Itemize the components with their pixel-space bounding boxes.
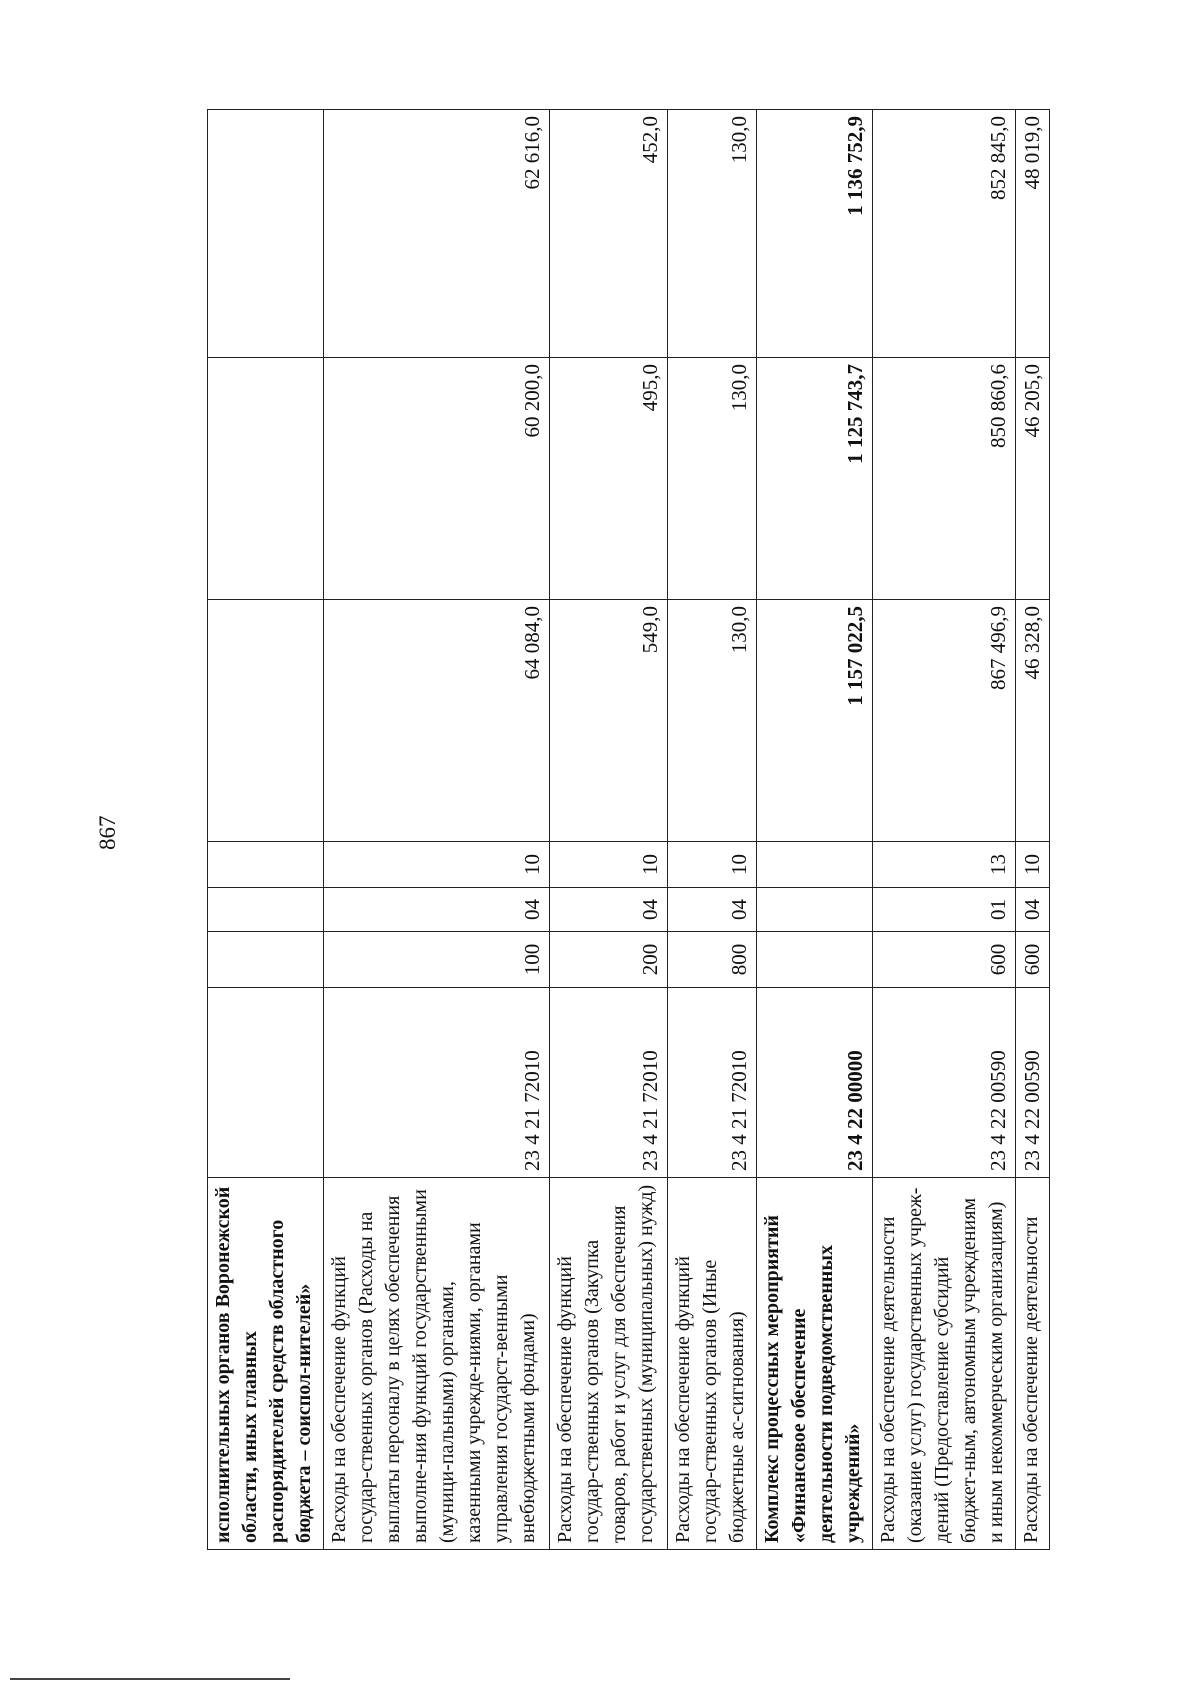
row-year2: 60 200,0 — [324, 358, 550, 600]
row-pr — [756, 842, 872, 888]
row-name: Расходы на обеспечение деятельности (оказание услуг) государственных учреж-дений (Предоставление субсидий бюджет-ным, автономным учреждениям и иным некоммерческим организациям) — [872, 1178, 1016, 1550]
row-year2: 850 860,6 — [872, 358, 1016, 600]
row-year2: 1 125 743,7 — [756, 358, 872, 600]
table-row — [756, 110, 872, 1550]
row-rz — [756, 888, 872, 932]
table-row — [872, 110, 1016, 1550]
table-row — [550, 110, 668, 1550]
budget-table — [207, 109, 1050, 1550]
row-pr: 10 — [1016, 842, 1050, 888]
row-vr: 100 — [324, 932, 550, 988]
row-rz: 04 — [1016, 888, 1050, 932]
row-name: Расходы на обеспечение деятельности — [1016, 1178, 1050, 1550]
row-year1 — [208, 600, 324, 842]
row-vr: 200 — [550, 932, 668, 988]
row-name: Расходы на обеспечение функций государ-ственных органов (Иные бюджетные ас-сигнования) — [668, 1178, 757, 1550]
row-pr: 10 — [550, 842, 668, 888]
row-code: 23 4 22 00590 — [1016, 988, 1050, 1178]
table-row — [668, 110, 757, 1550]
row-year3: 452,0 — [550, 110, 668, 358]
row-rz: 04 — [668, 888, 757, 932]
row-year1: 1 157 022,5 — [756, 600, 872, 842]
row-code — [208, 988, 324, 1178]
row-pr: 10 — [324, 842, 550, 888]
row-rz: 04 — [550, 888, 668, 932]
row-year3: 852 845,0 — [872, 110, 1016, 358]
row-rz: 01 — [872, 888, 1016, 932]
page-number — [95, 810, 135, 870]
row-pr — [208, 842, 324, 888]
row-name: Комплекс процессных мероприятий «Финансовое обеспечение деятельности подведомственных учреждений» — [756, 1178, 872, 1550]
row-rz — [208, 888, 324, 932]
row-vr: 600 — [1016, 932, 1050, 988]
row-name: исполнительных органов Воронежской области, иных главных распорядителей средств областного бюджета – соиспол-нителей» — [208, 1178, 324, 1550]
row-pr: 10 — [668, 842, 757, 888]
row-name: Расходы на обеспечение функций государ-ственных органов (Закупка товаров, работ и услуг для обеспечения государственных (муниципальных) нужд) — [550, 1178, 668, 1550]
budget-table-rotated — [207, 110, 1050, 1550]
row-year3: 48 019,0 — [1016, 110, 1050, 358]
row-code: 23 4 22 00000 — [756, 988, 872, 1178]
row-year2: 495,0 — [550, 358, 668, 600]
row-pr: 13 — [872, 842, 1016, 888]
row-name: Расходы на обеспечение функций государ-ственных органов (Расходы на выплаты персоналу в целях обеспечения выполне-ния функций государственными (муници-пальными) органами, казенными учрежде-ниями, органами управления государст-венными внебюджетными фондами) — [324, 1178, 550, 1550]
row-year2 — [208, 358, 324, 600]
row-code: 23 4 21 72010 — [668, 988, 757, 1178]
table-row — [324, 110, 550, 1550]
row-year1: 867 496,9 — [872, 600, 1016, 842]
row-year1: 130,0 — [668, 600, 757, 842]
row-year3: 1 136 752,9 — [756, 110, 872, 358]
row-code: 23 4 21 72010 — [550, 988, 668, 1178]
row-year3 — [208, 110, 324, 358]
row-year1: 549,0 — [550, 600, 668, 842]
table-row — [208, 110, 324, 1550]
row-vr: 800 — [668, 932, 757, 988]
table-row — [1016, 110, 1050, 1550]
page-number-text: 867 — [95, 815, 120, 850]
row-year3: 62 616,0 — [324, 110, 550, 358]
row-year2: 130,0 — [668, 358, 757, 600]
bottom-rule — [10, 1678, 290, 1680]
row-year1: 64 084,0 — [324, 600, 550, 842]
row-code: 23 4 21 72010 — [324, 988, 550, 1178]
row-year1: 46 328,0 — [1016, 600, 1050, 842]
row-year3: 130,0 — [668, 110, 757, 358]
row-vr: 600 — [872, 932, 1016, 988]
row-code: 23 4 22 00590 — [872, 988, 1016, 1178]
row-vr — [756, 932, 872, 988]
row-rz: 04 — [324, 888, 550, 932]
row-year2: 46 205,0 — [1016, 358, 1050, 600]
row-vr — [208, 932, 324, 988]
